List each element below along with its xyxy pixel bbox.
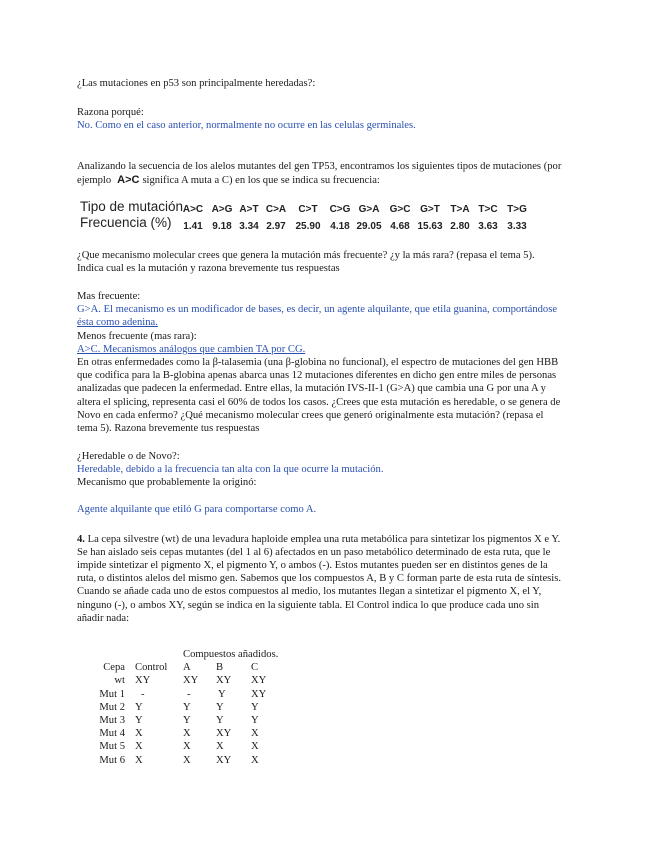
mutation-type-cell: A>T (239, 204, 259, 215)
a-cell: Y (183, 714, 191, 726)
control-cell: X (135, 728, 143, 740)
header-b: B (216, 662, 224, 674)
q4-line-1-text: La cepa silvestre (wt) de una levadura haploide emplea una ruta metabólica para sintetizar los pigmentos X e Y. (87, 534, 561, 545)
heredable-answer: Heredable, debido a la frecuencia tan alta con la que ocurre la mutación. (77, 464, 384, 475)
q4-line-1 (77, 533, 617, 546)
mutation-type-cell: T>G (507, 204, 527, 215)
q4-line-7: añadir nada: (77, 613, 130, 624)
frequency-cell: 1.41 (183, 221, 203, 232)
c-cell: X (251, 754, 259, 766)
cepa-cell: Mut 3 (99, 714, 125, 726)
control-cell: XY (135, 675, 151, 687)
c-cell: X (251, 728, 259, 740)
header-control: Control (135, 662, 168, 674)
mutation-type-cell: G>C (389, 204, 411, 215)
cepa-cell: Mut 5 (99, 741, 125, 753)
q4-line-2: Se han aislado seis cepas mutantes (del 1 al 6) afectados en un paso metabólico determinado de esta ruta, que le (77, 547, 551, 558)
mutation-type-cell: A>C (182, 204, 204, 215)
mecanismo-answer: Agente alquilante que etiló G para comportarse como A. (77, 504, 317, 515)
b-cell: XY (216, 754, 232, 766)
analisis-line-1: Analizando la secuencia de los alelos mutantes del gen TP53, encontramos los siguientes tipos de mutaciones (por (77, 161, 562, 172)
talasemia-line-5: Novo en cada enfermo? ¿Qué mecanismo molecular crees que generó originalmente esta mutación? (repasa el (77, 410, 544, 421)
talasemia-line-3: analizadas que padecen la enfermedad. Entre ellas, la mutación IVS-II-1 (G>A) que cambia una G por una A y (77, 383, 546, 394)
mutation-type-cell: T>A (450, 204, 470, 215)
control-cell: Y (135, 701, 143, 713)
compuestos-header: Compuestos añadidos. (183, 649, 279, 660)
q4-number: 4. (77, 534, 85, 545)
talasemia-line-2: que codifica para la B-globina apenas abarca unas 12 mutaciones diferentes en dicho gen entre miles de personas (77, 370, 557, 381)
mas-frecuente-answer-1: G>A. El mecanismo es un modificador de bases, es decir, un agente alquilante, que etila guanina, comportándose (77, 304, 558, 315)
c-cell: X (251, 741, 259, 753)
a-cell: XY (183, 675, 199, 687)
q4-line-3: impide sintetizar el pigmento X, el pigmento Y, o ambos (-). Estos mutantes pueden ser en distintos genes de la (77, 560, 548, 571)
c-cell: Y (251, 701, 259, 713)
talasemia-line-6: tema 5). Razona brevemente tus respuestas (77, 423, 260, 434)
answer-heredadas: No. Como en el caso anterior, normalmente no ocurre en las celulas germinales. (77, 120, 416, 131)
frequency-cell: 4.18 (330, 221, 350, 232)
frequency-cell: 3.34 (239, 221, 259, 232)
question-heredadas: ¿Las mutaciones en p53 son principalmente heredadas?: (77, 78, 316, 89)
frequency-cell: 29.05 (356, 221, 382, 232)
frequency-cell: 9.18 (212, 221, 232, 232)
talasemia-line-1: En otras enfermedades como la β-talasemia (una β-globina no funcional), el espectro de mutaciones del gen HBB (77, 357, 559, 368)
frequency-cell: 2.80 (450, 221, 470, 232)
mutation-type-cell: G>A (358, 204, 380, 215)
frequency-cell: 3.63 (478, 221, 498, 232)
mutation-type-cell: C>T (298, 204, 318, 215)
frequency-label: Frecuencia (%) (80, 215, 172, 230)
mecanismo-label: Mecanismo que probablemente la originó: (77, 477, 257, 488)
q4-line-6: ninguno (-), o ambos XY, según se indica en la siguiente tabla. El Control indica lo que produce cada uno sin (77, 600, 539, 611)
a-cell: X (183, 741, 191, 753)
mutation-type-cell: C>G (329, 204, 351, 215)
control-cell: X (135, 741, 143, 753)
analisis-example-label: ejemplo (77, 175, 112, 186)
control-cell: Y (135, 714, 143, 726)
frequency-cell: 2.97 (266, 221, 286, 232)
b-cell: Y (216, 714, 224, 726)
mas-frecuente-label: Mas frecuente: (77, 291, 141, 302)
frequency-cell: 4.68 (390, 221, 410, 232)
control-cell: - (141, 688, 145, 700)
b-cell: XY (216, 675, 232, 687)
question-mecanismo-line-1: ¿Que mecanismo molecular crees que genera la mutación más frecuente? ¿y la más rara? (repasa el tema 5). (77, 250, 535, 261)
cepa-cell: wt (114, 675, 125, 687)
c-cell: Y (251, 714, 259, 726)
a-cell: X (183, 754, 191, 766)
mutation-type-cell: C>A (265, 204, 287, 215)
analisis-line-2 (77, 174, 617, 187)
frequency-cell: 15.63 (417, 221, 443, 232)
a-cell: X (183, 728, 191, 740)
c-cell: XY (251, 688, 267, 700)
a-cell: Y (183, 701, 191, 713)
mutation-type-label: Tipo de mutación (80, 199, 184, 214)
cepa-cell: Mut 2 (99, 701, 125, 713)
mutation-type-cell: A>G (211, 204, 233, 215)
mutation-type-cell: T>C (478, 204, 498, 215)
cepa-cell: Mut 6 (99, 754, 125, 766)
b-cell: X (216, 741, 224, 753)
b-cell: XY (216, 728, 232, 740)
example-mutation-chip: A>C (117, 174, 140, 186)
cepa-cell: Mut 1 (99, 688, 125, 700)
b-cell: Y (218, 688, 226, 700)
question-mecanismo-line-2: Indica cual es la mutación y razona brevemente tus respuestas (77, 263, 340, 274)
frequency-cell: 25.90 (295, 221, 321, 232)
razona-label: Razona porqué: (77, 107, 144, 118)
b-cell: Y (216, 701, 224, 713)
heredable-question: ¿Heredable o de Novo?: (77, 451, 180, 462)
frequency-cell: 3.33 (507, 221, 527, 232)
header-cepa: Cepa (103, 662, 125, 674)
header-c: C (251, 662, 259, 674)
control-cell: X (135, 754, 143, 766)
cepa-cell: Mut 4 (99, 728, 125, 740)
talasemia-line-4: altera el splicing, representa casi el 60% de todos los casos. ¿Crees que esta mutación es heredable, o se genera de (77, 397, 561, 408)
mas-frecuente-answer-2: ésta como adenina. (77, 317, 158, 328)
header-a: A (183, 662, 191, 674)
a-cell: - (187, 688, 191, 700)
menos-frecuente-label: Menos frecuente (mas rara): (77, 331, 197, 342)
q4-line-5: Cuando se añade cada uno de estos compuestos al medio, los mutantes llegan a sintetizar el pigmento X, el Y, (77, 586, 542, 597)
mutation-type-cell: G>T (420, 204, 440, 215)
q4-line-4: ruta, o distintos alelos del mismo gen. Sabemos que los compuestos A, B y C forman parte de esta ruta de síntesis. (77, 573, 562, 584)
menos-frecuente-answer: A>C. Mecanismos análogos que cambien TA por CG. (77, 344, 306, 355)
c-cell: XY (251, 675, 267, 687)
analisis-example-text: significa A muta a C) en los que se indica su frecuencia: (142, 175, 380, 186)
